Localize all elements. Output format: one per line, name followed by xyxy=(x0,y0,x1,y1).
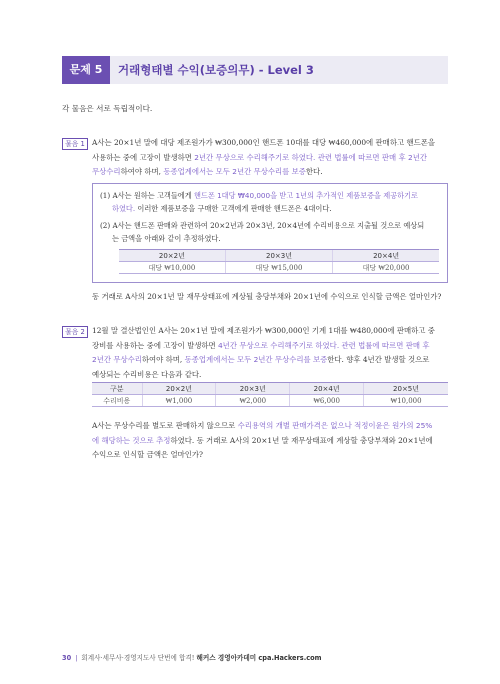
table-cell: ₩1,000 xyxy=(142,395,216,407)
q2-para-line-1-text: A사는 무상수리를 별도로 판매하지 않으므로 xyxy=(92,421,238,430)
q2-line-2 xyxy=(92,339,448,354)
table-cell: 수리비용 xyxy=(92,395,142,407)
q1-line-2-highlight: 2년간 무상으로 수리해주기로 하였다. 관련 법률에 따르면 판매 후 2년간 xyxy=(194,152,428,162)
table-cell: 대당 ₩10,000 xyxy=(119,262,225,274)
table-header-cell: 20×4년 xyxy=(333,250,439,262)
condition-2-cont: 는 금액을 아래와 같이 추정하였다. xyxy=(112,234,221,243)
footer-brand: 해커스 경영아카데미 cpa.Hackers.com xyxy=(196,654,322,662)
table-cell: ₩10,000 xyxy=(364,395,448,407)
q2-line-3-highlight-1: 2년간 무상수리 xyxy=(92,355,142,364)
q1-line-3-end: 한다. xyxy=(305,167,323,176)
question-1-question: 동 거래로 A사의 20×1년 말 재무상태표에 계상될 충당부채와 20×1년에 수익으로 인식할 금액은 얼마인가? xyxy=(92,292,442,301)
condition-2: (2) A사는 핸드폰 판매와 관련하여 20×2년과 20×3년, 20×4년에 수리비용으로 지출될 것으로 예상되 xyxy=(100,221,425,230)
table-cell: ₩6,000 xyxy=(290,395,364,407)
condition-1-text: (1) A사는 원하는 고객들에게 xyxy=(100,191,194,200)
q1-line-2 xyxy=(92,151,448,166)
footer-text: 회계사·세무사·경영지도사 단번에 합격! xyxy=(81,654,197,662)
table-row xyxy=(92,395,448,407)
q2-para-line-3: 수익으로 인식할 금액은 얼마인가? xyxy=(92,450,203,459)
repair-cost-table xyxy=(92,382,448,407)
question-1-body xyxy=(92,136,448,180)
table-header-cell: 20×2년 xyxy=(119,250,225,262)
condition-1-highlight: 핸드폰 1대당 ₩40,000을 받고 1년의 추가적인 제품보증을 제공하기로 xyxy=(193,191,418,200)
table-header-cell: 20×3년 xyxy=(216,383,290,395)
q2-line-2-highlight: 4년간 무상으로 수리해주기로 하였다. 관련 법률에 따르면 판매 후 xyxy=(217,340,430,350)
condition-1-cont-text: 이러한 제품보증을 구매한 고객에게 판매한 핸드폰은 4대이다. xyxy=(135,204,332,213)
q2-para-line-1 xyxy=(92,419,448,434)
table-header-row xyxy=(92,383,448,395)
problem-title: 거래형태별 수익(보증의무) - Level 3 xyxy=(118,63,314,77)
page-number: 30 xyxy=(62,654,72,662)
q1-line-3 xyxy=(92,165,448,180)
q2-line-3-highlight-2: 동종업계에서는 모두 2년간 무상수리를 보증 xyxy=(184,355,328,364)
q2-para-line-2 xyxy=(92,434,448,449)
q2-line-1: 12월 말 결산법인인 A사는 20×1년 말에 제조원가가 ₩300,000인 기계 1대를 ₩480,000에 판매하고 중 xyxy=(92,326,435,335)
q2-para-line-2-text: 하였다. 동 거래로 A사의 20×1년 말 재무상태표에 계상할 충당부채와 20×1년에 xyxy=(170,435,433,445)
footer-divider: | xyxy=(75,654,78,662)
q2-line-4: 예상되는 수리비용은 다음과 같다. xyxy=(92,369,202,379)
q2-line-3-end: 한다. 향후 4년간 발생할 것으로 xyxy=(327,355,430,364)
table-header-cell: 20×5년 xyxy=(364,383,448,395)
q1-line-1: A사는 20×1년 말에 대당 제조원가가 ₩300,000인 핸드폰 10대를 대당 ₩460,000에 판매하고 핸드폰을 xyxy=(92,138,436,147)
page-footer xyxy=(62,652,448,662)
table-row xyxy=(119,262,439,274)
q2-line-2-text: 장비를 사용하는 중에 고장이 발생하면 xyxy=(92,340,218,350)
q1-line-3-highlight-2: 동종업계에서는 모두 2년간 무상수리를 보증 xyxy=(163,167,306,176)
q1-line-3-text: 하여야 하며, xyxy=(120,167,164,176)
table-cell: 대당 ₩15,000 xyxy=(225,262,332,274)
q2-para-line-2-highlight: 에 해당하는 것으로 추정 xyxy=(92,435,171,445)
repair-cost-estimate-table xyxy=(119,249,439,274)
problem-number-badge: 문제 5 xyxy=(62,56,110,84)
q2-para-line-1-highlight: 수리용역의 개별 판매가격은 없으나 적정이윤은 원가의 25% xyxy=(237,421,433,430)
table-header-cell: 구분 xyxy=(92,383,142,395)
condition-1-cont-highlight: 하였다. xyxy=(112,204,136,213)
q2-line-3-text: 하여야 하며, xyxy=(141,355,185,364)
condition-1-cont xyxy=(112,202,452,216)
q2-line-3 xyxy=(92,353,448,368)
question-2-question xyxy=(92,419,448,463)
table-header-row xyxy=(119,250,439,262)
condition-1 xyxy=(100,189,440,203)
question-2-body xyxy=(92,324,448,382)
intro-text: 각 물음은 서로 독립적이다. xyxy=(62,104,153,113)
q1-line-3-highlight-1: 무상수리 xyxy=(92,167,121,176)
table-header-cell: 20×3년 xyxy=(225,250,332,262)
table-header-cell: 20×4년 xyxy=(290,383,364,395)
question-1-tag: 물음 1 xyxy=(62,138,88,150)
table-cell: ₩2,000 xyxy=(216,395,290,407)
table-header-cell: 20×2년 xyxy=(142,383,216,395)
question-2-tag: 물음 2 xyxy=(62,326,88,338)
table-cell: 대당 ₩20,000 xyxy=(333,262,439,274)
q1-line-2-text: 사용하는 중에 고장이 발생하면 xyxy=(92,152,195,162)
